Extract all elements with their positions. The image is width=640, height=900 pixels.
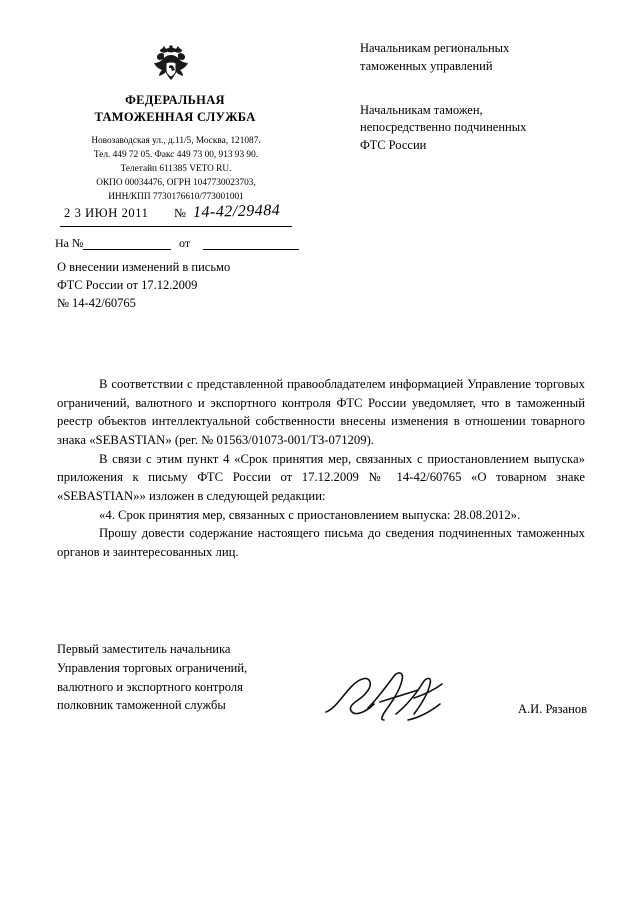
body-paragraph-1: В соответствии с представленной правообладателем информацией Управление торговых ограничений, валютного и экспортного контроля ФТС России уведомляет, что в таможенный реестр объектов интеллектуальной собственности внесены изменения в отношении товарного знака «SEBASTIAN» (рег. № 01563/01073-001/ТЗ-071209).: [57, 377, 585, 448]
signer-title-line-2: Управления торговых ограничений,: [57, 660, 248, 675]
on-number-blank-line: [83, 249, 171, 250]
signer-name: А.И. Рязанов: [518, 702, 587, 716]
subject-line-2: ФТС России от 17.12.2009: [57, 278, 198, 293]
on-number-label: На №: [55, 236, 84, 250]
body-paragraph-4: Прошу довести содержание настоящего письма до сведения подчиненных таможенных органов и заинтересованных лиц.: [57, 526, 585, 560]
date-and-number-row: [62, 201, 302, 226]
signer-title-line-4: полковник таможенной службы: [57, 698, 226, 713]
addressee-block: [360, 40, 610, 155]
document-date-stamp: 2 3 ИЮН 2011: [64, 206, 149, 220]
russian-double-headed-eagle-emblem: [148, 42, 194, 94]
number-sign: №: [174, 206, 186, 220]
address-line-5: ИНН/КПП 7730176610/773001001: [108, 191, 244, 202]
organization-name-line2: ТАМОЖЕННАЯ СЛУЖБА: [94, 109, 256, 124]
address-line-4: ОКПО 00034476, ОГРН 1047730023703,: [96, 177, 256, 188]
address-line-2: Тел. 449 72 05. Факс 449 73 00, 913 93 90.: [93, 149, 259, 160]
from-date-blank-line: [203, 249, 299, 250]
letter-body: [57, 375, 585, 562]
addressee-line-2: таможенных управлений: [360, 58, 493, 73]
from-label: от: [179, 236, 191, 250]
addressee-group-2: [360, 102, 610, 155]
signer-title: [57, 640, 357, 715]
body-paragraph-2: В связи с этим пункт 4 «Срок принятия мер, связанных с приостановлением выпуска» приложения к письму ФТС России от 17.12.2009 № 14-42/60765 «О товарном знаке «SEBASTIAN»» изложен в следующей редакции:: [57, 451, 585, 504]
handwritten-signature: [322, 668, 472, 728]
signer-title-line-3: валютного и экспортного контроля: [57, 679, 243, 694]
addressee-group-1: [360, 40, 610, 76]
addressee-line-1: Начальникам региональных: [360, 41, 510, 55]
organization-name-line1: ФЕДЕРАЛЬНАЯ: [125, 93, 225, 107]
subject-line-3: № 14-42/60765: [57, 296, 136, 311]
date-number-underline: [60, 226, 292, 227]
signer-title-line-1: Первый заместитель начальника: [57, 642, 231, 656]
document-number: 14-42/29484: [192, 201, 281, 222]
subject-line-1: О внесении изменений в письмо: [57, 260, 231, 274]
organization-name: [60, 92, 290, 126]
addressee-line-3: Начальникам таможен,: [360, 102, 483, 117]
organization-address: [55, 135, 297, 205]
subject-block: [57, 258, 357, 312]
address-line-3: Телетайп 611385 VETO RU.: [120, 163, 232, 174]
body-paragraph-3: «4. Срок принятия мер, связанных с приостановлением выпуска: 28.08.2012».: [99, 507, 521, 522]
addressee-line-5: ФТС России: [360, 138, 427, 152]
address-line-1: Новозаводская ул., д.11/5, Москва, 121087.: [91, 136, 261, 146]
signature-block: [57, 640, 597, 715]
addressee-line-4: непосредственно подчиненных: [360, 120, 527, 135]
